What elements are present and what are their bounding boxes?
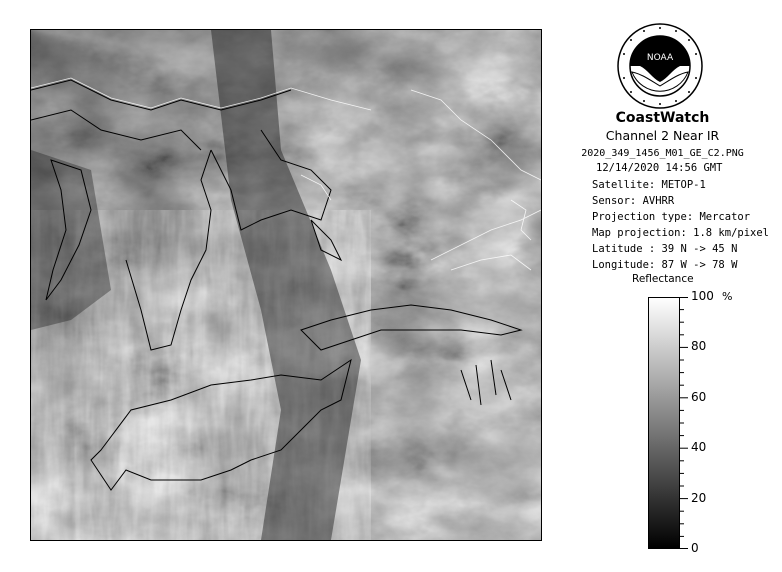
colorbar-ticks [680,297,690,549]
product-title: CoastWatch [615,110,710,126]
noaa-seal-icon [616,22,704,110]
colorbar-tick-label: 60 [691,389,707,404]
sensor-label: Sensor: AVHRR [592,195,675,207]
noaa-seal-text: NOAA [646,53,674,63]
reflectance-colorbar [648,297,680,549]
colorbar-tick-label: 0 [691,541,699,555]
colorbar-tick-label: 40 [691,440,707,455]
channel-subtitle: Channel 2 Near IR [605,128,720,143]
projection-type-label: Projection type: Mercator [592,211,751,223]
map-projection-label: Map projection: 1.8 km/pixel [592,227,770,239]
longitude-range-label: Longitude: 87 W -> 78 W [592,259,738,271]
colorbar-tick-label: 20 [691,490,707,505]
colorbar-tick-label: 80 [691,339,707,354]
legend-unit: % [722,290,733,303]
satellite-image [30,29,542,541]
satellite-label: Satellite: METOP-1 [592,179,706,191]
reflectance-map [31,30,541,540]
latitude-range-label: Latitude : 39 N -> 45 N [592,243,738,255]
file-name: 2020_349_1456_M01_GE_C2.PNG [581,148,744,159]
legend-title: Reflectance [632,273,694,285]
noaa-logo [616,22,704,110]
colorbar-tick-label: 100 [691,289,714,303]
acquisition-datetime: 12/14/2020 14:56 GMT [596,162,723,174]
